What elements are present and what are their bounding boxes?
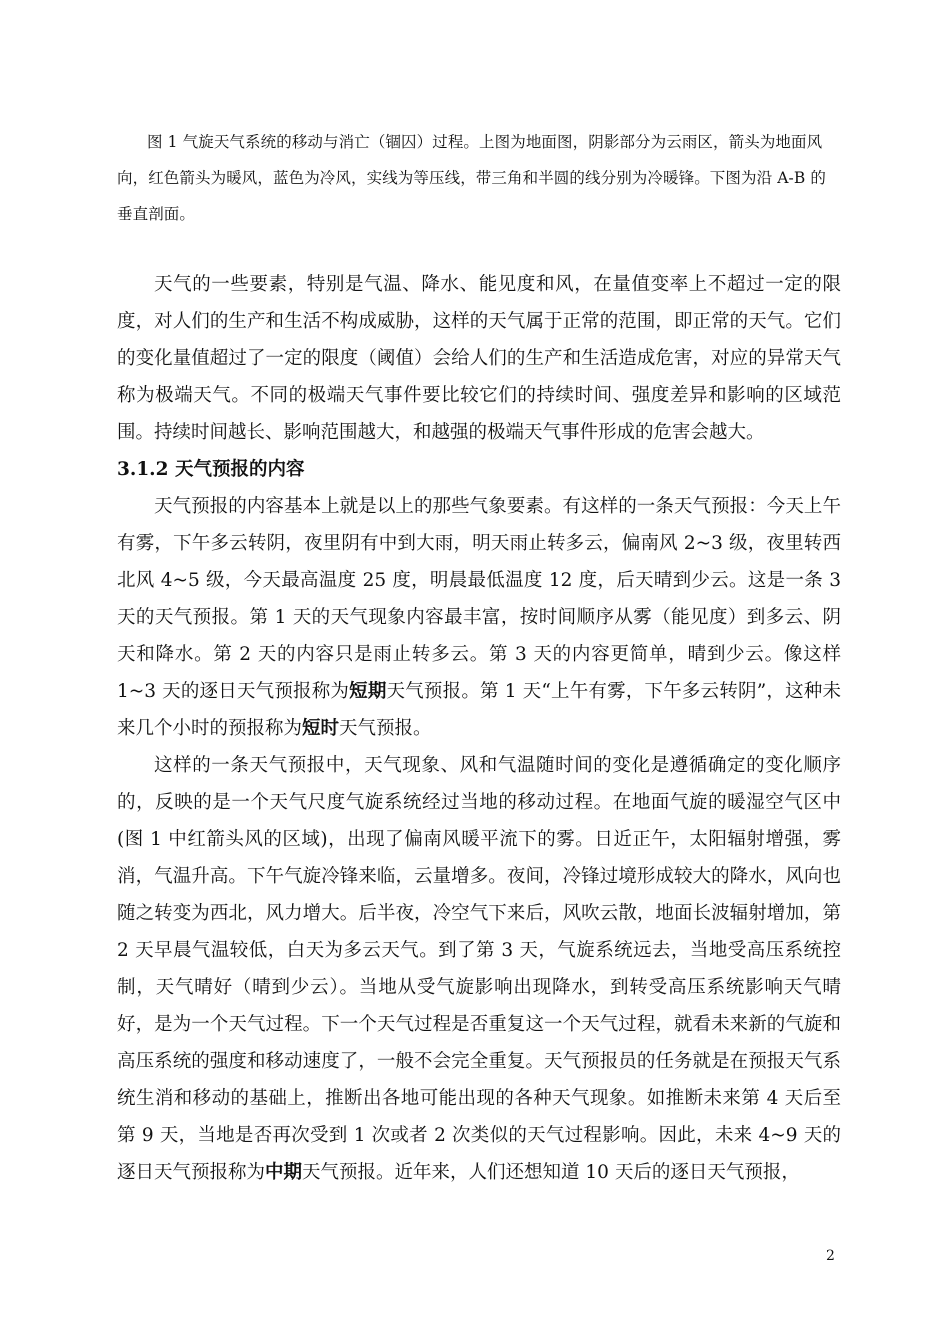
- text-segment: 天气预报。: [339, 718, 432, 739]
- figure-caption: 图 1 气旋天气系统的移动与消亡（锢囚）过程。上图为地面图，阴影部分为云雨区，箭头为地面风向，红色箭头为暖风，蓝色为冷风，实线为等压线，带三角和半圆的线分别为冷暖锋。下图为沿 A-B 的垂直剖面。: [117, 133, 826, 223]
- text-segment: 天气预报的内容基本上就是以上的那些气象要素。有这样的一条天气预报：今天上午有雾，下午多云转阴，夜里阴有中到大雨，明天雨止转多云，偏南风 2~3 级，夜里转西北风 4~5 级，今天最高温度 25 度，明晨最低温度 12 度，后天晴到少云。这是一条 3 天的天气预报。第 1 天的天气现象内容最丰富，按时间顺序从雾（能见度）到多云、阴天和降水。第 2 天的内容只是雨止转多云。第 3 天的内容更简单，晴到少云。像这样 1~3 天的逐日天气预报称为: [117, 496, 841, 702]
- text-segment: 天气预报。第 1 天“上午有雾，下午多云转阴”，这种未来几个小时的预报称为: [117, 681, 841, 739]
- paragraph-extreme-weather: 天气的一些要素，特别是气温、降水、能见度和风，在量值变率上不超过一定的限度，对人们的生产和生活不构成威胁，这样的天气属于正常的范围，即正常的天气。它们的变化量值超过了一定的限度（阈值）会给人们的生产和生活造成危害，对应的异常天气称为极端天气。不同的极端天气事件要比较它们的持续时间、强度差异和影响的区域范围。持续时间越长、影响范围越大，和越强的极端天气事件形成的危害会越大。: [117, 274, 841, 443]
- body-text: [117, 266, 841, 1191]
- text-segment: 天气预报。近年来，人们还想知道 10 天后的逐日天气预报，: [302, 1162, 800, 1183]
- text-segment: 这样的一条天气预报中，天气现象、风和气温随时间的变化是遵循确定的变化顺序的，反映的是一个天气尺度气旋系统经过当地的移动过程。在地面气旋的暖湿空气区中(图 1 中红箭头风的区域)，出现了偏南风暖平流下的雾。日近正午，太阳辐射增强，雾消，气温升高。下午气旋冷锋来临，云量增多。夜间，冷锋过境形成较大的降水，风向也随之转变为西北，风力增大。后半夜，冷空气下来后，风吹云散，地面长波辐射增加，第 2 天早晨气温较低，白天为多云天气。到了第 3 天，气旋系统远去，当地受高压系统控制，天气晴好（晴到少云）。当地从受气旋影响出现降水，到转受高压系统影响天气晴好，是为一个天气过程。下一个天气过程是否重复这一个天气过程，就看未来新的气旋和高压系统的强度和移动速度了，一般不会完全重复。天气预报员的任务就是在预报天气系统生消和移动的基础上，推断出各地可能出现的各种天气现象。如推断未来第 4 天后至第 9 天，当地是否再次受到 1 次或者 2 次类似的天气过程影响。因此，未来 4~9 天的逐日天气预报称为: [117, 755, 841, 1183]
- bold-term-short-range: 短期: [349, 681, 387, 702]
- paragraph-weather-process: [117, 747, 841, 1191]
- bold-term-medium-range: 中期: [265, 1162, 303, 1183]
- section-heading: 3.1.2 天气预报的内容: [117, 459, 305, 480]
- paragraph-forecast-content: [117, 488, 841, 747]
- bold-term-nowcast: 短时: [302, 718, 340, 739]
- page-number: 2: [826, 1248, 835, 1264]
